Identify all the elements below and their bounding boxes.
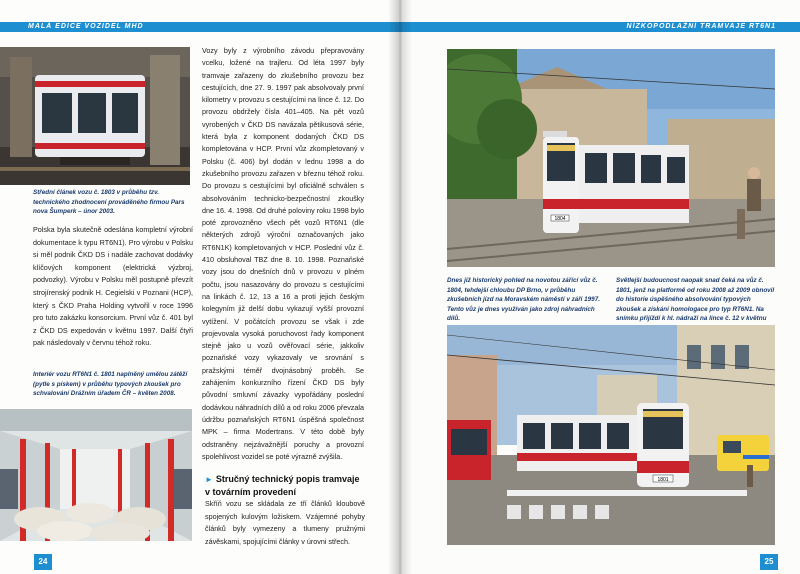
- section-text: Skříň vozu se skládala ze tří článků kloubově spojených kulovým ložiskem. Vzájemné pohyby článků byly vymezeny a tlumeny pružnými závěskami, spojujícími články v úrovni střech.: [205, 499, 365, 546]
- middle-column-text: Vozy byly z výrobního závodu přepravovány vcelku, ložené na trajleru. Od léta 1997 byly tramvaje zařazeny do zkušebního provozu bez cestujících, dne 27. 9. 1997 pak absolvovaly první kilometry v provozu s cestujícími na lince č. 12. Do provozu obdržely čísla 401–405. Na pět vozů vyrobených v ČKD DS navázala pětikusová série, která byla z komponent dodaných ČKD DS kompletována v HCP. První vůz zkompletovaný v Polsku (č. 406) byl dodán v lednu 1998 a do zkušebního provozu zařazen v březnu téhož roku. Do provozu s cestujícími byl oficiálně schválen s absolvováním technicko-bezpečnostní zkoušky dne 16. 4. 1998. Od druhé poloviny roku 1998 bylo poté zprovozněno všech pět vozů RT6N1 (dle některých zdrojů výroční označovaných jako RT6N1K) kompletovaných v HCP. Poslední vůz č. 410 obsluhoval TBZ dne 8. 10. 1998. Poznaňské vozy jsou do dnešních dnů v provozu v plném počtu, jsou nasazovány do provozu s cestujícími na linkách č. 12, 13 a 16 a proti jejich českým kolegyním již delší dobu vykazují vyšší provozní vytížení. V počátcích provozu se však i zde projevovala vysoká poruchovost řady komponent stejně jako u vozů ověřovací série, jakkoliv poznaňské vozy vykazovaly ve srovnání s pražskými téměř dvojnásobný proběh. Se zahájením konkurzního řízení ČKD DS byly původní smluvní závazky vypořádány poslední dodávkou náhradních dílů a od roku 2006 převzala údržbu poznaňských RT6N1 úspěšná společnost MPK – firma Modertrans. V této době byly odstraněny nejzávažnější poruchy a provozní spolehlivost vozidel se poté výrazně zvýšila.: [202, 46, 364, 461]
- tram-1804-photo: [447, 49, 775, 267]
- right-header-title: NÍZKOPODLAŽNÍ TRAMVAJE RT6N1: [626, 23, 776, 30]
- tram-1801-number: 1801: [657, 477, 669, 483]
- section-title: [205, 473, 365, 498]
- page-number-right: 25: [760, 554, 778, 570]
- caption-tram-1801: Světlejší budoucnost naopak snad čeká na vůz č. 1801, jenž na platformě od roku 2008 až 2009 obnovil do historie úspěšného absolvování typových zkoušek a získání homologace pro typ RT6N1. Na snímku přijíždí k hl. nádraží na lince č. 12 v květnu: [616, 277, 775, 323]
- tram-1804-number: 1804: [554, 216, 566, 222]
- page-number-left: 24: [34, 554, 52, 570]
- left-header-title: MALÁ EDICE VOZIDEL MHD: [28, 23, 144, 30]
- caption-tram-1804: Dnes již historický pohled na novotou zářící vůz č. 1804, tehdejší chloubu DP Brno, v průběhu zkušebních jízd na Moravském náměstí v září 1997. Tento vůz je dnes využíván jako zdroj náhradních dílů.: [447, 277, 600, 323]
- section-arrow-icon: ►: [205, 475, 213, 484]
- tram-1801-photo: [447, 325, 775, 545]
- interior-photo: [0, 409, 192, 541]
- workshop-photo: [0, 47, 190, 185]
- caption-workshop: Střední článek vozu č. 1803 v průběhu tzv. technického zhodnocení prováděného firmou Pars nova Šumperk – únor 2003.: [33, 189, 185, 216]
- section-title-text: Stručný technický popis tramvaje v továrním provedení: [205, 474, 360, 497]
- caption-interior: Interiér vozu RT6N1 č. 1801 naplněný umělou zátěží (pytle s pískem) v průběhu typových zkoušek pro schvalování Drážním úřadem ČR – květen 2008.: [33, 371, 188, 398]
- left-column-text: Polska byla skutečně odeslána kompletní výrobní dokumentace k typu RT6N1). Pro výrobu v Polsku si měl podnik ČKD DS i nadále zachovat dodávky klíčových komponent (elektrická výzbroj, podvozky). Výrobu v Polsku měl postupně převzít strojírenský podnik H. Cegielski v Poznani (HCP), který s ČKD Praha Holding vytvořil v roce 1996 pro tuto zakázku konsorcium. První vůz č. 401 byl z ČKD DS expedován v květnu 1997. Další čtyři pak následovaly v červnu téhož roku.: [33, 225, 193, 348]
- right-page: [400, 0, 800, 574]
- book-gutter: [388, 0, 412, 574]
